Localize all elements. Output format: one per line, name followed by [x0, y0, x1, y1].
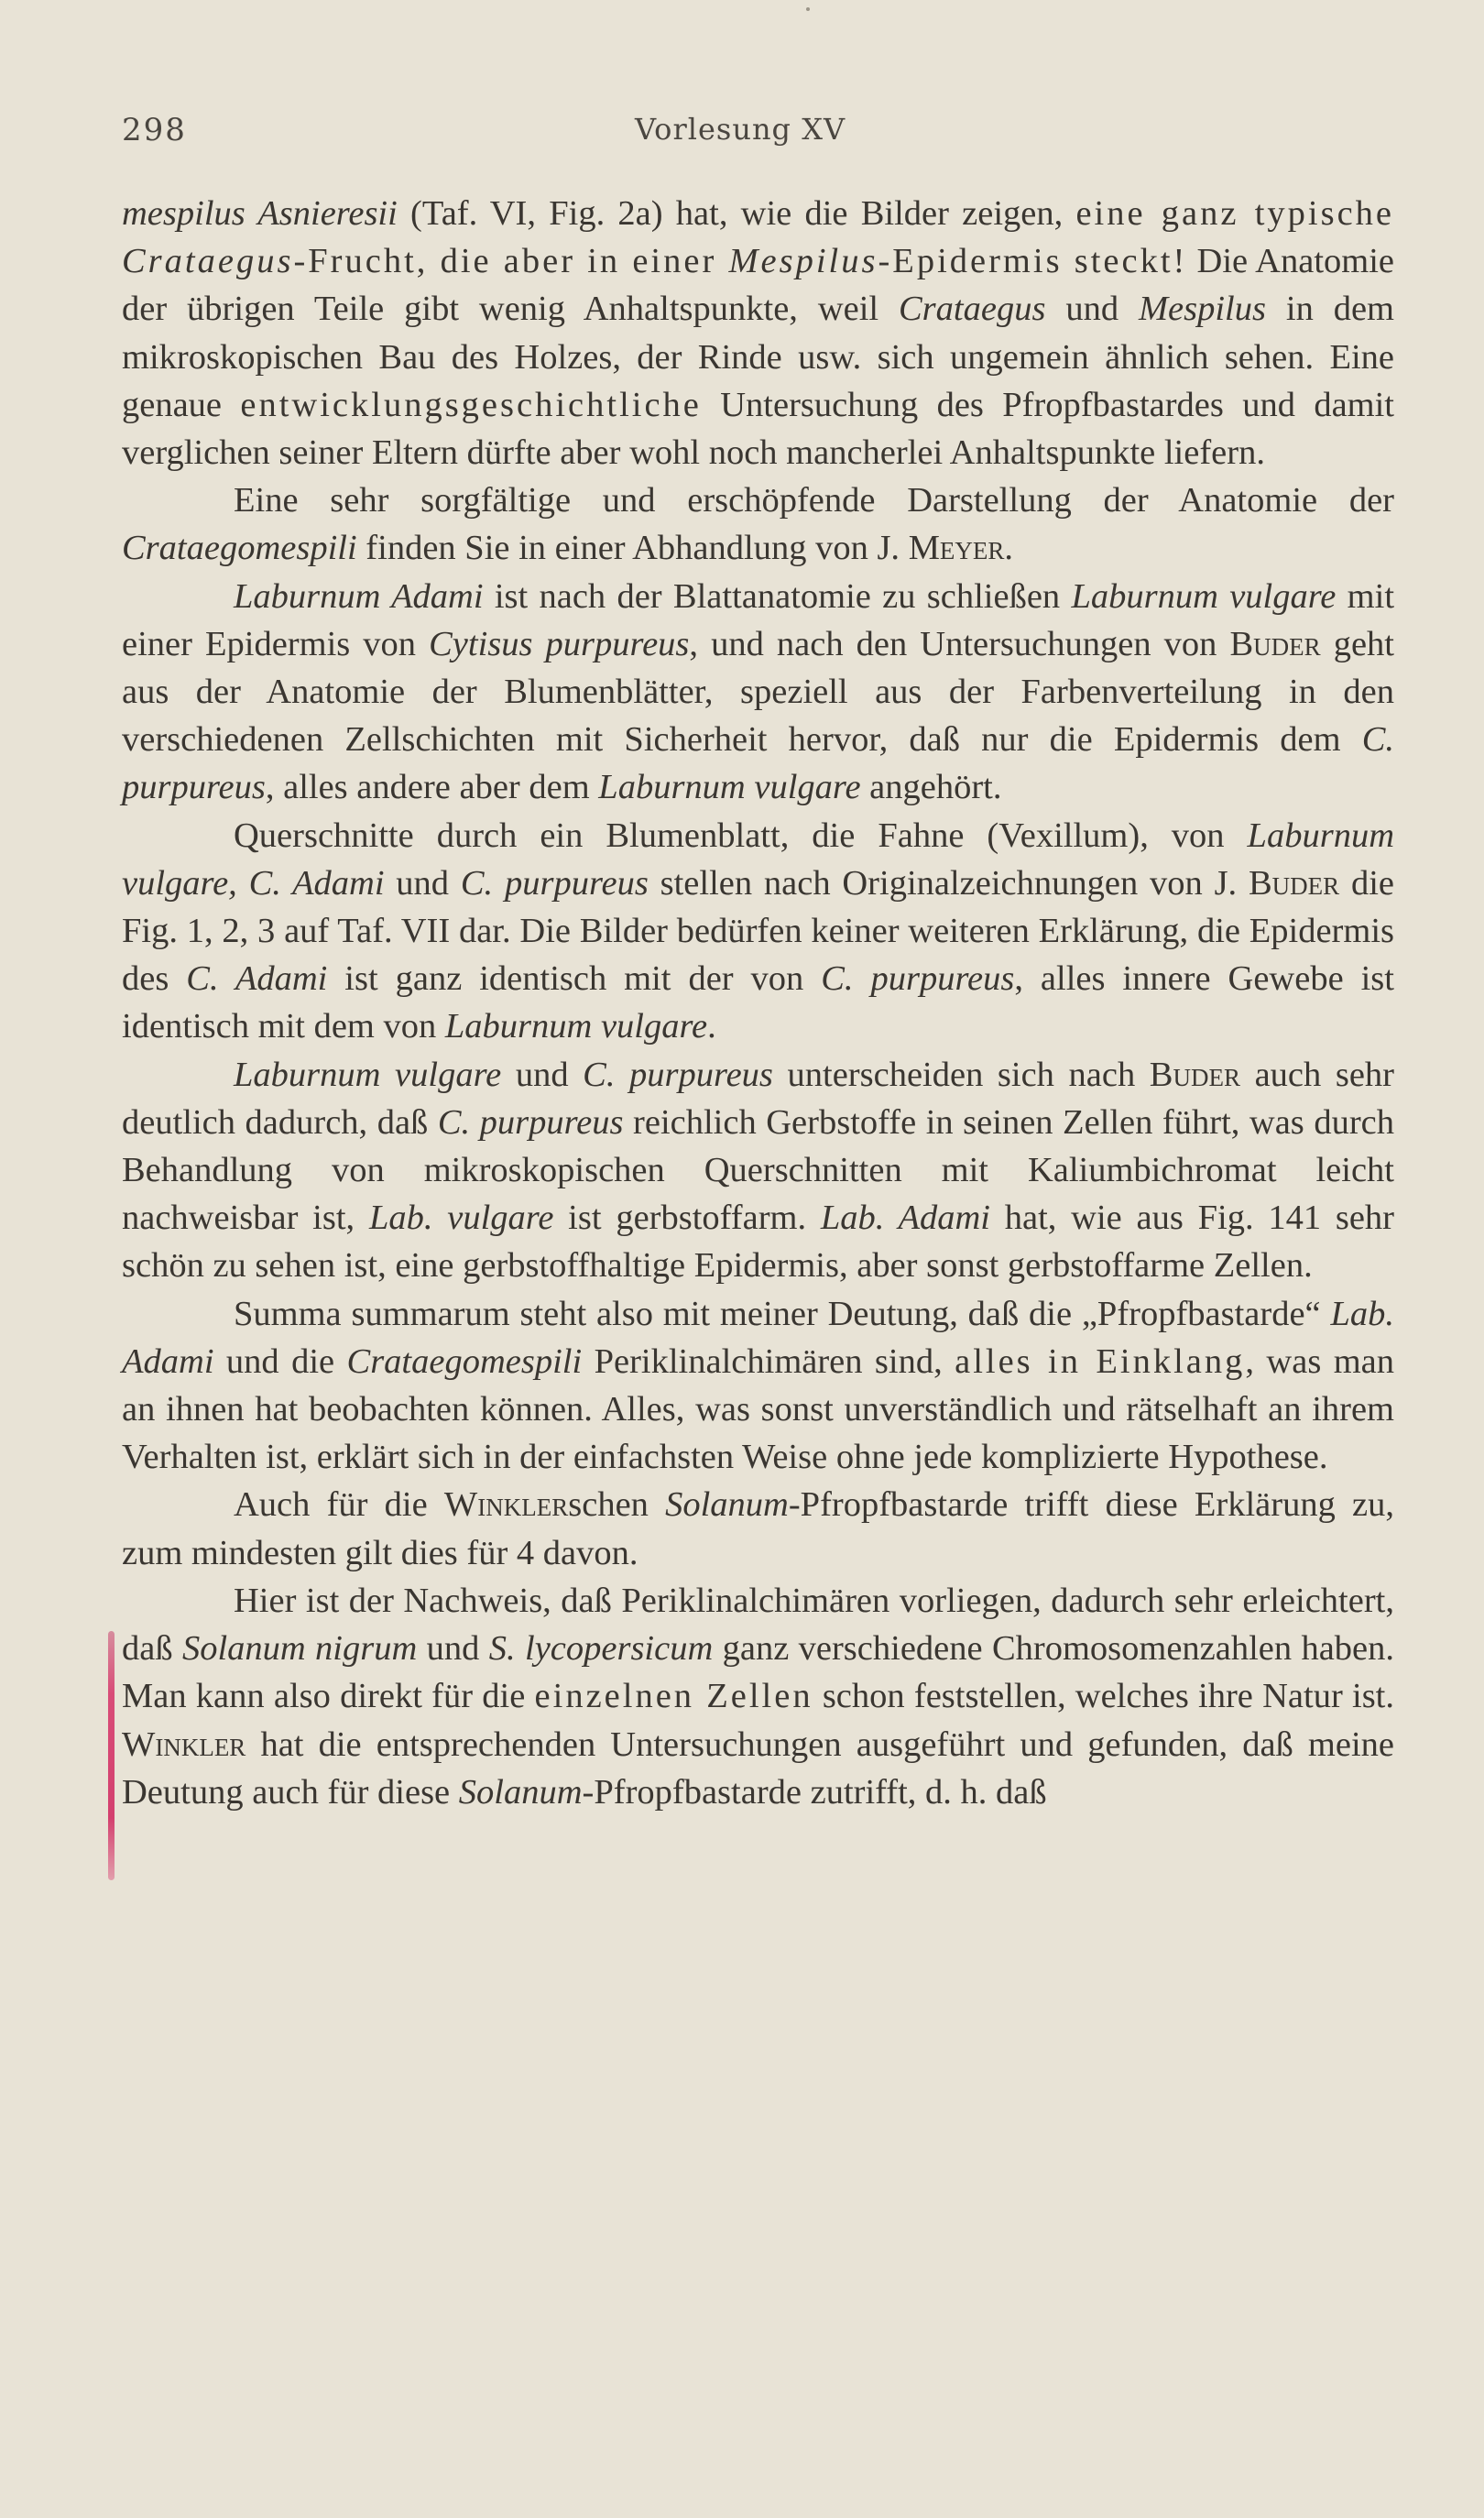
text-run: schon feststellen, welches ihre Natur ist. — [813, 1677, 1395, 1716]
text-run: Untersuchung des Pfropfbastardes und damit verglichen seiner Eltern dürfte aber wohl noch mancherlei Anhaltspunkte liefern. — [122, 385, 1394, 473]
paragraph — [122, 1290, 1394, 1482]
text-run: Buder — [1248, 863, 1340, 903]
text-run: Cytisus purpureus — [429, 624, 690, 663]
text-run: auch sehr deutlich dadurch, daß — [122, 1055, 1394, 1142]
page-number: 298 — [122, 112, 187, 148]
text-run: Laburnum vulgare, C. Adami — [122, 816, 1394, 903]
text-run: Crataegomespili — [122, 529, 357, 568]
paper-speck — [806, 7, 810, 11]
text-run: Lab. Adami — [820, 1199, 990, 1238]
text-run: mit einer Epidermis von — [122, 576, 1395, 663]
text-run: hat, wie aus Fig. 141 sehr schön zu sehen ist, eine gerbstoffhaltige Epidermis, aber sonst gerbstoffarme Zellen. — [122, 1199, 1395, 1286]
text-run: Lab. vulgare — [368, 1199, 554, 1238]
text-run: schen — [568, 1485, 666, 1525]
text-run: finden Sie in einer Abhandlung von J. — [356, 529, 909, 568]
text-run: Crataegomespili — [346, 1341, 583, 1381]
body-text — [122, 190, 1394, 1816]
text-run: Laburnum vulgare — [234, 1055, 502, 1094]
text-run: C. purpureus — [122, 720, 1394, 807]
paragraph — [122, 1577, 1394, 1816]
text-run: stellen nach Originalzeichnungen von J. — [648, 863, 1249, 903]
text-run: reichlich Gerbstoffe in seinen Zellen führt, was durch Behandlung von mikroskopischen Querschnitten mit Kaliumbichromat leicht nachweisbar ist, — [122, 1102, 1394, 1238]
text-run: C. purpureus — [460, 863, 649, 903]
page-header — [122, 112, 1395, 158]
text-run: , und nach den Untersuchungen von — [689, 624, 1230, 663]
text-run: -Frucht, die aber in einer — [293, 242, 729, 281]
text-run: mespilus Asnieresii — [122, 194, 398, 233]
text-run: Querschnitte durch ein Blumenblatt, die Fahne (Vexillum), von — [234, 816, 1248, 855]
text-run: Mespilus — [728, 242, 878, 281]
text-run: C. purpureus — [437, 1102, 624, 1142]
text-run: -Pfropfbastarde trifft diese Erklärung zu, zum mindesten gilt dies für 4 davon. — [122, 1485, 1394, 1572]
text-run: in dem mikroskopischen Bau des Holzes, der Rinde usw. sich ungemein ähnlich sehen. Eine genaue — [122, 290, 1395, 424]
text-run: einzelnen Zellen — [534, 1677, 813, 1716]
paragraph — [122, 812, 1394, 1051]
text-run: Laburnum vulgare — [444, 1007, 708, 1046]
text-run: ist nach der Blattanatomie zu schließen — [483, 576, 1072, 616]
text-run: hat die entsprechenden Untersuchungen ausgeführt und gefunden, daß meine Deutung auch für diese — [122, 1724, 1394, 1812]
paragraph — [122, 1051, 1394, 1290]
text-run: und — [384, 863, 461, 903]
text-run: Crataegus — [122, 242, 294, 281]
text-run: Eine sehr sorgfältige und erschöpfende Darstellung der Anatomie der — [234, 481, 1394, 520]
text-run: Auch für die — [234, 1485, 444, 1525]
text-run: und — [417, 1629, 489, 1669]
text-run: alles in Einklang — [955, 1341, 1246, 1381]
text-run: und — [501, 1055, 584, 1094]
text-run: Periklinalchimären sind, — [582, 1341, 955, 1381]
text-run: -Epidermis steckt! — [878, 242, 1188, 281]
text-run: Laburnum vulgare — [598, 768, 861, 807]
text-run: Solanum — [458, 1772, 583, 1812]
paragraph — [122, 476, 1394, 572]
text-run: unterscheiden sich nach — [772, 1055, 1150, 1094]
text-run: Winkler — [122, 1724, 246, 1764]
margin-marker-line — [108, 1631, 115, 1880]
running-head: Vorlesung XV — [635, 112, 846, 147]
text-run: S. lycopersicum — [488, 1629, 714, 1669]
text-run: Crataegus — [899, 290, 1046, 329]
text-run: ist gerbstoffarm. — [553, 1199, 821, 1238]
text-run: Meyer — [908, 529, 1005, 568]
text-run: ist ganz identisch mit der von — [327, 959, 822, 999]
text-run: Summa summarum steht also mit meiner Deutung, daß die „Pfropfbastarde“ — [234, 1294, 1331, 1333]
paragraph — [122, 190, 1394, 476]
text-run: , was man an ihnen hat beobachten können. Alles, was sonst unverständlich und rätselhaft an ihrem Verhalten ist, erklärt sich in der einfachsten Weise ohne jede komplizierte Hypothese. — [122, 1341, 1394, 1477]
paragraph — [122, 1481, 1394, 1576]
text-run: und die — [213, 1341, 347, 1381]
text-run: . — [1004, 529, 1014, 568]
text-run: C. Adami — [186, 959, 328, 999]
paragraph — [122, 573, 1394, 812]
text-run: , alles innere Gewebe ist identisch mit dem von — [122, 959, 1394, 1046]
text-run: Lab. Adami — [122, 1294, 1394, 1381]
text-run: Die Anatomie der übrigen Teile gibt wenig Anhaltspunkte, weil — [122, 242, 1394, 329]
text-run: Solanum — [665, 1485, 789, 1525]
text-run: geht aus der Anatomie der Blumenblätter, speziell aus der Farbenverteilung in den verschiedenen Zellschichten mit Sicherheit hervor, daß nur die Epidermis dem — [122, 624, 1394, 760]
text-run: Mespilus — [1138, 290, 1266, 329]
text-run: (Taf. VI, Fig. 2a) hat, wie die Bilder zeigen, — [397, 194, 1076, 233]
text-run: angehört. — [860, 768, 1002, 807]
text-run: die Fig. 1, 2, 3 auf Taf. VII dar. Die Bilder bedürfen keiner weiteren Erklärung, die Epidermis des — [122, 863, 1394, 999]
text-run: Laburnum vulgare — [1071, 576, 1337, 616]
text-run: , alles andere aber dem — [265, 768, 599, 807]
text-run: ganz verschiedene Chromosomenzahlen haben. Man kann also direkt für die — [122, 1629, 1395, 1716]
text-run: Laburnum Adami — [234, 576, 484, 616]
text-run: eine ganz typische — [1075, 194, 1395, 233]
text-run: . — [707, 1007, 716, 1046]
text-run: Buder — [1149, 1055, 1240, 1094]
text-run: -Pfropfbastarde zutrifft, d. h. daß — [582, 1772, 1047, 1812]
text-run: Winkler — [443, 1485, 569, 1525]
text-run: Hier ist der Nachweis, daß Periklinalchimären vorliegen, dadurch sehr erleichtert, daß — [122, 1581, 1394, 1669]
text-run: C. purpureus — [821, 959, 1015, 999]
text-run: entwicklungsgeschichtliche — [240, 385, 702, 424]
text-run: Solanum nigrum — [181, 1629, 418, 1669]
text-run: C. purpureus — [583, 1055, 773, 1094]
text-run: und — [1045, 290, 1139, 329]
text-run: Buder — [1229, 624, 1321, 663]
